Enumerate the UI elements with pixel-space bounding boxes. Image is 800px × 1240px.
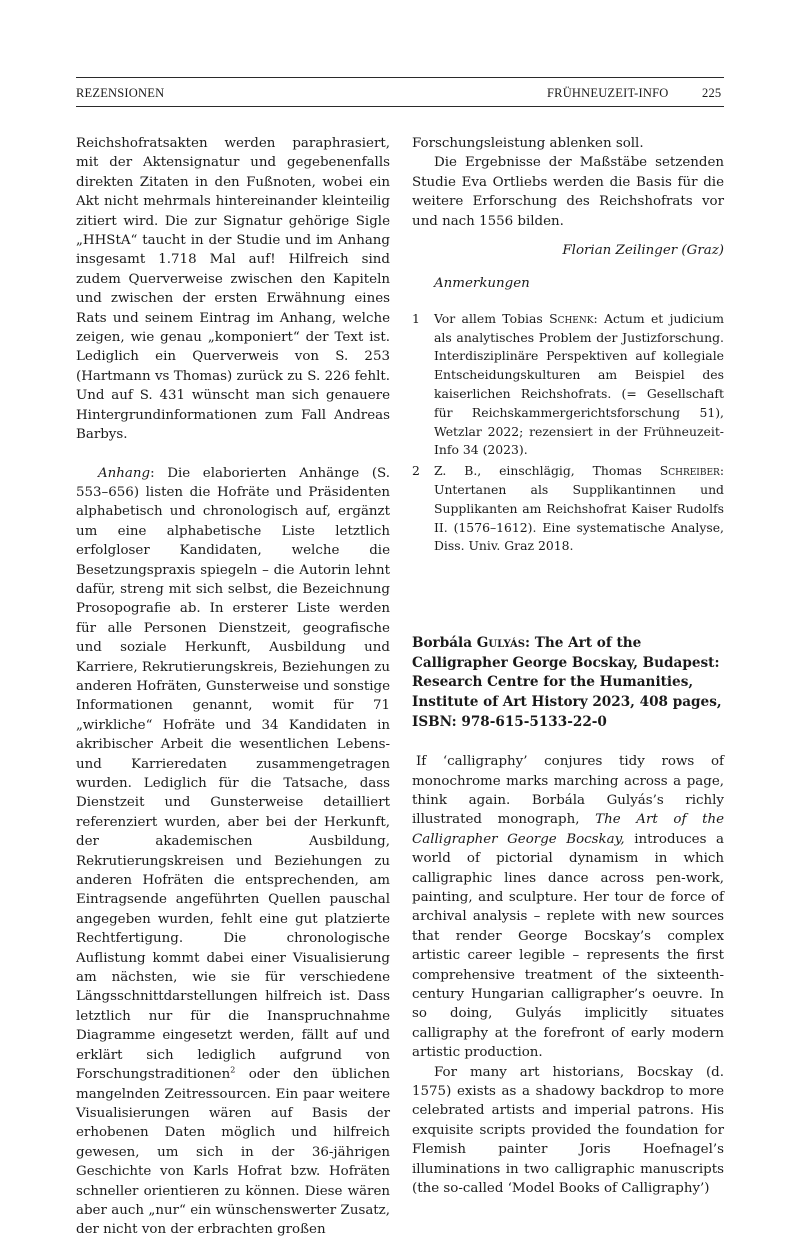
paragraph-anhang [76,464,390,1240]
left-column [76,134,390,1240]
anhang-text-a: : Die elaborierten Anhänge (S. 553–656) listen die Hofräte und Präsidenten alphabetisch und chronologisch auf, ergänzt um eine alphabetische Liste letztlich erfolgloser Kandidaten, welche die Besetzungspraxis spiegeln – die Autorin lehnt dafür, streng mit sich selbst, die Bezeichnung Prosopografie ab. In ersterer Liste werden für alle Personen Dienstzeit, geografische und soziale Herkunft, Ausbildung und Karriere, Rekrutierungskreis, Beziehungen zu anderen Hofräten, Gunsterweise und sonstige Informationen genannt, womit für 71 „wirkliche“ Hofräte und 34 Kandidaten in akribischer Arbeit die wesentlichen Lebens- und Karrieredaten zusammengetragen wurden. Lediglich für die Tatsache, dass Dienstzeit und Gunsterweise detailliert referenziert wurden, aber bei der Herkunft, der akademischen Ausbildung, Rekrutierungskreisen und Beziehungen zu anderen Hofräten die entsprechenden, am Eintragsende angeführten Quellen pauschal angegeben wurden, fehlt eine gut platzierte Rechtfertigung. Die chronologische Auflistung kommt dabei einer Visualisierung am nächsten, wie sie für verschiedene Längsschnittdarstellungen hilfreich ist. Dass letztlich nur für die Inanspruchnahme Diagramme eingesetzt werden, fällt auf und erklärt sich lediglich aufgrund von Forschungstraditionen [76,465,390,1083]
endnote-number: 2 [412,463,420,479]
review-paragraph-1: If ‘calligraphy’ conjures tidy rows of monochrome marks marching across a page, think again. Borbála Gulyás’s richly illustrated monograph, The Art of the Calligrapher George Bocskay, introduces a world of pictorial dynamism in which calligraphic lines dance across pen-work, painting, and sculpture. Her tour de force of archival analysis – replete with new sources that render George Bocskay’s complex artistic career legible – represents the first comprehensive treatment of the sixteenth-century Hungarian calligrapher’s oeuvre. In so doing, Gulyás implicitly situates calligraphy at the forefront of early modern artistic production. [412,754,724,1061]
endnote-1 [412,310,724,460]
paragraph-conclusion: Die Ergebnisse der Maßstäbe setzenden Studie Eva Ortliebs werden die Basis für die weitere Erforschung des Reichshofrats vor und nach 1556 bilden. [412,155,724,229]
paragraph-references: Reichshofratsakten werden paraphrasiert, mit der Aktensignatur und gegebenenfalls direkten Zitaten in den Fußnoten, wobei ein Akt nicht mehrmals hintereinander kleinteilig zitiert wird. Die zur Signatur gehörige Sigle „HHStA“ taucht in der Studie und im Anhang insgesamt 1.718 Mal auf! Hilfreich sind zudem Querverweise zwischen den Kapiteln und zwischen der ersten Erwähnung eines Rats und seinem Eintrag im Anhang, welche zeigen, wie genau „komponiert“ der Text ist. Lediglich ein Querverweis von S. 253 (Hartmann vs Thomas) zurück zu S. 226 fehlt. Und auf S. 431 wünscht man sich genauere Hintergrundinformationen zum Fall Andreas Barbys. [76,136,390,443]
anhang-label: Anhang [98,465,151,481]
review-title: Borbála Gulyás: The Art of the Calligrapher George Bocskay, Budapest: Research Centre for the Humanities, Institute of Art History 2023, 408 pages, ISBN: 978-615-5133-22-0 [412,635,722,730]
paragraph-continuation: Forschungsleistung ablenken soll. [412,136,644,151]
right-column [412,134,724,1199]
endnote-text: Z. B., einschlägig, Thomas Schreiber: Untertanen als Supplikantinnen und Supplikanten am Reichshofrat Kaiser Rudolfs II. (1576–1612). Eine systematische Analyse, Diss. Univ. Graz 2018. [434,463,724,554]
top-rule [76,77,724,78]
endnote-2 [412,462,724,556]
header-rule [76,106,724,107]
endnote-author: Schenk [549,310,594,326]
book-title-italic: The Art of the Calligrapher George Bocskay, [412,812,724,847]
review-paragraph-2: For many art historians, Bocskay (d. 1575) exists as a shadowy backdrop to more celebrated artists and imperial patrons. His exquisite scripts provided the foundation for Flemish painter Joris Hoefnagel’s illuminations in two calligraphic manuscripts (the so-called ‘Model Books of Calligraphy’) [412,1064,724,1197]
endnote-number: 1 [412,310,420,326]
endnote-author: Schreiber [659,463,720,479]
page-number: 225 [702,86,722,100]
reviewer-signature: Florian Zeilinger (Graz) [562,243,724,259]
endnote-text: Vor allem Tobias Schenk: Actum et judicium als analytisches Problem der Justizforschung. Interdisziplinäre Perspektiven auf kollegiale Entscheidungskulturen am Beispiel des kaiserlichen Reichshofrats. (= Gesellschaft für Reichskammergerichtsforschung 51), Wetzlar 2022; rezensiert in der Frühneuzeit-Info 34 (2023). [434,310,724,458]
anhang-text-b: oder den üblichen mangelnden Zeitressourcen. Ein paar weitere Visualisierungen wären auf Basis der erhobenen Daten möglich und hilfreich gewesen, um sich in der 36-jährigen Geschichte von Karls Hofrat bzw. Hofräten schneller orientieren zu können. Diese wären aber auch „nur“ ein wünschenswerter Zusatz, der nicht von der erbrachten großen [76,1067,390,1238]
running-head-left: REZENSIONEN [76,86,165,100]
review-author: Gulyás [476,635,525,652]
running-head-journal: FRÜHNEUZEIT-INFO [547,86,669,100]
footnote-ref-2: 2 [230,1065,236,1075]
notes-heading: Anmerkungen [434,276,530,292]
